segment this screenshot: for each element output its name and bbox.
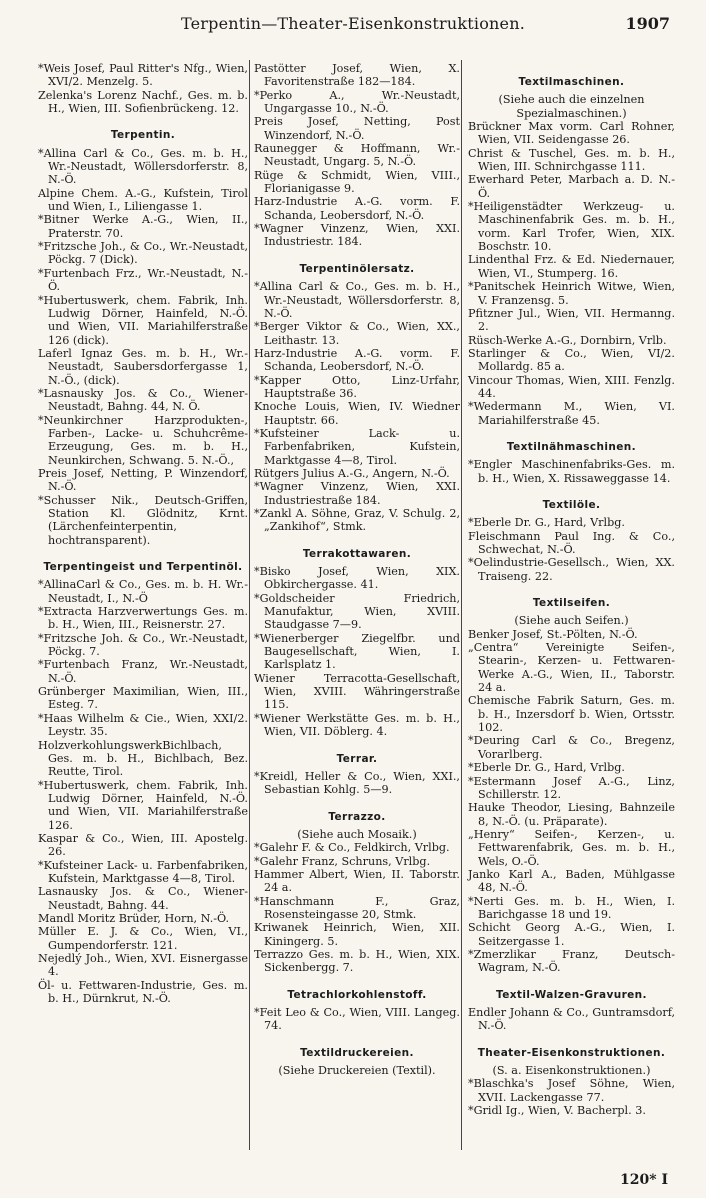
directory-entry: Benker Josef, St.-Pölten, N.-Ö. [468,627,638,641]
directory-entry: Kriwanek Heinrich, Wien, XII. Kiningerg. 5. [254,921,460,948]
directory-entry: *Oelindustrie-Gesellsch., Wien, XX. Traiseng. 22. [468,556,675,583]
directory-entry: Terrazzo Ges. m. b. H., Wien, XIX. Sickenbergg. 7. [254,947,460,975]
section-heading: Terpentinölersatz. [299,262,415,275]
directory-entry: *Bitner Werke A.-G., Wien, II., Praterstr. 70. [38,213,248,240]
directory-entry: Pfitzner Jul., Wien, VII. Hermanng. 2. [468,306,675,334]
directory-entry: Pastötter Josef, Wien, X. Favoritenstraße 182—184. [254,62,460,89]
directory-entry: *Zmerzlikar Franz, Deutsch-Wagram, N.-Ö. [468,947,675,975]
directory-entry: Lindenthal Frz. & Ed. Niedernauer, Wien, VI., Stumperg. 16. [468,253,675,280]
directory-entry: Knoche Louis, Wien, IV. Wiedner Hauptstr. 66. [254,400,460,427]
directory-entry: Nejedlý Joh., Wien, XVI. Eisnergasse 4. [38,952,248,979]
section-heading: Terrazzo. [328,810,386,823]
directory-entry: Müller E. J. & Co., Wien, VI., Gumpendorferstr. 121. [38,925,248,952]
directory-entry: Lasnausky Jos. & Co., Wiener-Neustadt, Bahng. 44. [38,885,248,912]
directory-entry: Wiener Terracotta-Gesellschaft, Wien, XVIII. Währingerstraße 115. [254,671,460,712]
directory-entry: Chemische Fabrik Saturn, Ges. m. b. H., Inzersdorf b. Wien, Ortsstr. 102. [468,694,675,735]
directory-entry: *Lasnausky Jos. & Co., Wiener-Neustadt, Bahng. 44, N. Ö. [38,386,248,414]
directory-entry: Janko Karl A., Baden, Mühlgasse 48, N.-Ö. [468,867,675,895]
directory-entry: Rüge & Schmidt, Wien, VIII., Florianigasse 9. [254,168,460,196]
directory-entry: *Berger Viktor & Co., Wien, XX., Leithastr. 13. [254,320,460,347]
directory-entry: *Hubertuswerk, chem. Fabrik, Inh. Ludwig Dörner, Hainfeld, N.-Ö. und Wien, VII. Mariahilferstraße 126. [38,778,248,832]
directory-entry: *Kapper Otto, Linz-Urfahr, Hauptstraße 36. [254,373,460,400]
directory-entry: *Extracta Harzverwertungs Ges. m. b. H., Wien, III., Reisnerstr. 27. [38,605,248,632]
section-heading: Textil-Walzen-Gravuren. [496,988,647,1001]
section-heading: Terrar. [336,752,378,765]
directory-entry: *Wienerberger Ziegelfbr. und Baugesellschaft, Wien, I. Karlsplatz 1. [254,631,460,672]
section-heading: Terpentin. [110,129,176,142]
cross-reference-note: (Siehe auch Seifen.) [514,614,629,628]
column-rule-left [249,60,250,1150]
directory-entry: *Hubertuswerk, chem. Fabrik, Inh. Ludwig Dörner, Hainfeld, N.-Ö. und Wien, VII. Mariahilferstraße 126 (dick). [38,293,248,347]
directory-entry: *Wagner Vinzenz, Wien, XXI. Industriestraße 184. [254,480,460,507]
cross-reference-note: (Siehe Druckereien (Textil). [278,1064,436,1078]
directory-entry: Ewerhard Peter, Marbach a. D. N.-Ö. [468,173,675,200]
directory-entry: Harz-Industrie A.-G. vorm. F. Schanda, Leobersdorf, N.-Ö. [254,346,460,374]
directory-entry: *Zankl A. Söhne, Graz, V. Schulg. 2, „Zankihof“, Stmk. [254,507,460,534]
directory-entry: „Centra“ Vereinigte Seifen-, Stearin-, Kerzen- u. Fettwaren-Werke A.-G., Wien, II., Taborstr. 24 a. [468,641,675,695]
directory-entry: Endler Johann & Co., Guntramsdorf, N.-Ö. [468,1006,675,1033]
directory-entry: Grünberger Maximilian, Wien, III., Esteg. 7. [38,685,248,712]
directory-entry: *Eberle Dr. G., Hard, Vrlbg. [468,761,625,775]
section-heading: Textilnähmaschinen. [506,440,637,453]
directory-entry: Preis Josef, Netting, Post Winzendorf, N.-Ö. [254,115,460,142]
section-heading: Textilmaschinen. [518,76,625,88]
directory-entry: Starlinger & Co., Wien, VI/2. Mollardg. 85 a. [468,346,675,374]
directory-entry: HolzverkohlungswerkBichlbach, Ges. m. b. H., Bichlbach, Bez. Reutte, Tirol. [38,738,248,779]
column-1 [38,62,248,1005]
directory-entry: *Schusser Nik., Deutsch-Griffen, Station Kl. Glödnitz, Krnt. (Lärchenfeinterpentin, hochtransparent). [38,493,248,547]
directory-entry: Alpine Chem. A.-G., Kufstein, Tirol und Wien, I., Liliengasse 1. [38,186,248,214]
directory-entry: Kaspar & Co., Wien, III. Apostelg. 26. [38,831,248,859]
section-heading: Theater-Eisenkonstruktionen. [477,1046,666,1059]
cross-reference-note: (S. a. Eisenkonstruktionen.) [492,1064,651,1078]
directory-entry: *Haas Wilhelm & Cie., Wien, XXI/2. Leystr. 35. [38,711,248,739]
running-head [0,14,706,42]
directory-entry: *Allina Carl & Co., Ges. m. b. H., Wr.-Neustadt, Wöllersdorferstr. 8, N.-Ö. [38,146,248,187]
directory-entry: *Bisko Josef, Wien, XIX. Obkirchergasse. 41. [254,565,460,592]
directory-entry: *Hanschmann F., Graz, Rosensteingasse 20, Stmk. [254,894,460,921]
directory-entry: Hammer Albert, Wien, II. Taborstr. 24 a. [254,867,460,895]
directory-entry: *Gridl Ig., Wien, V. Bacherpl. 3. [468,1104,646,1118]
directory-entry: *Estermann Josef A.-G., Linz, Schillerstr. 12. [468,774,675,801]
directory-entry: Christ & Tuschel, Ges. m. b. H., Wien, III. Schnirchgasse 111. [468,146,675,174]
directory-entry: *Fritzsche Joh. & Co., Wr.-Neustadt, Pöckg. 7. [38,631,248,659]
directory-entry: Mandl Moritz Brüder, Horn, N.-Ö. [38,911,230,925]
directory-entry: *Furtenbach Frz., Wr.-Neustadt, N.-Ö. [38,266,248,294]
directory-entry: Öl- u. Fettwaren-Industrie, Ges. m. b. H., Dürnkrut, N.-Ö. [38,978,248,1006]
directory-entry: *Furtenbach Franz, Wr.-Neustadt, N.-Ö. [38,658,248,685]
directory-entry: *Engler Maschinenfabriks-Ges. m. b. H., Wien, X. Rissaweggasse 14. [468,458,675,485]
directory-entry: Preis Josef, Netting, P. Winzendorf, N.-Ö. [38,466,248,494]
signature-mark: 120* I [620,1172,668,1188]
directory-entry: *Wiener Werkstätte Ges. m. b. H., Wien, VII. Döblerg. 4. [254,711,460,739]
column-rule-right [461,60,462,1150]
directory-entry: *Eberle Dr. G., Hard, Vrlbg. [468,516,625,530]
cross-reference-note: (Siehe auch die einzelnen Spezialmaschinen.) [498,93,645,120]
section-heading: Textilseifen. [532,597,611,610]
directory-entry: Harz-Industrie A.-G. vorm. F. Schanda, Leobersdorf, N.-Ö. [254,195,460,222]
directory-entry: Hauke Theodor, Liesing, Bahnzeile 8, N.-Ö. (u. Präparate). [468,801,675,828]
column-2 [254,62,460,1077]
directory-entry: *Galehr F. & Co., Feldkirch, Vrlbg. [254,841,450,855]
directory-entry: *Weis Josef, Paul Ritter's Nfg., Wien, XVI/2. Menzelg. 5. [38,62,248,89]
section-heading: Tetrachlorkohlenstoff. [287,988,427,1001]
directory-entry: *Kufsteiner Lack- u. Farbenfabriken, Kufstein, Marktgasse 4—8, Tirol. [38,858,248,885]
directory-entry: *Kufsteiner Lack- u. Farbenfabriken, Kufstein, Marktgasse 4—8, Tirol. [254,426,460,467]
directory-entry: Rütgers Julius A.-G., Angern, N.-Ö. [254,466,450,480]
directory-entry: Laferl Ignaz Ges. m. b. H., Wr.-Neustadt, Saubersdorfergasse 1, N.-Ö., (dick). [38,346,248,387]
directory-entry: *Nerti Ges. m. b. H., Wien, I. Barichgasse 18 und 19. [468,894,675,921]
directory-entry: *Perko A., Wr.-Neustadt, Ungargasse 10., N.-Ö. [254,88,460,116]
directory-entry: Schicht Georg A.-G., Wien, I. Seitzergasse 1. [468,921,675,948]
section-heading: Terrakottawaren. [302,547,412,560]
page-title: Terpentin—Theater-Eisenkonstruktionen. [181,14,525,33]
column-3 [468,62,675,1117]
directory-entry: Brückner Max vorm. Carl Rohner, Wien, VII. Seidengasse 26. [468,120,675,147]
directory-entry: Fleischmann Paul Ing. & Co., Schwechat, N.-Ö. [468,529,675,556]
directory-entry: *AllinaCarl & Co., Ges. m. b. H. Wr.-Neustadt, I., N.-Ö [38,578,248,605]
directory-entry: *Kreidl, Heller & Co., Wien, XXI., Sebastian Kohlg. 5—9. [254,769,460,797]
directory-entry: Rüsch-Werke A.-G., Dornbirn, Vrlb. [468,333,667,347]
directory-entry: *Goldscheider Friedrich, Manufaktur, Wien, XVIII. Staudgasse 7—9. [254,591,460,632]
directory-entry: Vincour Thomas, Wien, XIII. Fenzlg. 44. [468,373,675,400]
directory-entry: Zelenka's Lorenz Nachf., Ges. m. b. H., Wien, III. Sofienbrückeng. 12. [38,88,248,116]
directory-entry: *Wagner Vinzenz, Wien, XXI. Industriestr. 184. [254,222,460,249]
directory-entry: Raunegger & Hoffmann, Wr.-Neustadt, Ungarg. 5, N.-Ö. [254,142,460,169]
directory-entry: *Fritzsche Joh., & Co., Wr.-Neustadt, Pöckg. 7 (Dick). [38,240,248,267]
directory-entry: „Henry“ Seifen-, Kerzen-, u. Fettwarenfabrik, Ges. m. b. H., Wels, O.-Ö. [468,827,675,868]
page-number: 1907 [625,14,670,33]
directory-entry: *Panitschek Heinrich Witwe, Wien, V. Franzensg. 5. [468,280,675,307]
section-heading: Terpentingeist und Terpentinöl. [43,561,243,574]
section-heading: Textildruckereien. [300,1046,414,1059]
directory-entry: *Neunkirchner Harzprodukten-, Farben-, Lacke- u. Schuhcrême-Erzeugung, Ges. m. b. H., Neunkirchen, Schwang. 5. N.-Ö., [38,413,248,467]
directory-entry: *Galehr Franz, Schruns, Vrlbg. [254,854,431,868]
directory-entry: *Feit Leo & Co., Wien, VIII. Langeg. 74. [254,1006,460,1033]
directory-entry: *Wedermann M., Wien, VI. Mariahilferstraße 45. [468,400,675,427]
cross-reference-note: (Siehe auch Mosaik.) [297,827,417,841]
directory-entry: *Allina Carl & Co., Ges. m. b. H., Wr.-Neustadt, Wöllersdorferstr. 8, N.-Ö. [254,280,460,320]
directory-entry: *Deuring Carl & Co., Bregenz, Vorarlberg. [468,734,675,761]
directory-entry: *Heiligenstädter Werkzeug- u. Maschinenfabrik Ges. m. b. H., vorm. Karl Trofer, Wien, XIX. Boschstr. 10. [468,200,675,254]
section-heading: Textilöle. [542,498,601,511]
directory-entry: *Blaschka's Josef Söhne, Wien, XVII. Lackengasse 77. [468,1077,675,1104]
